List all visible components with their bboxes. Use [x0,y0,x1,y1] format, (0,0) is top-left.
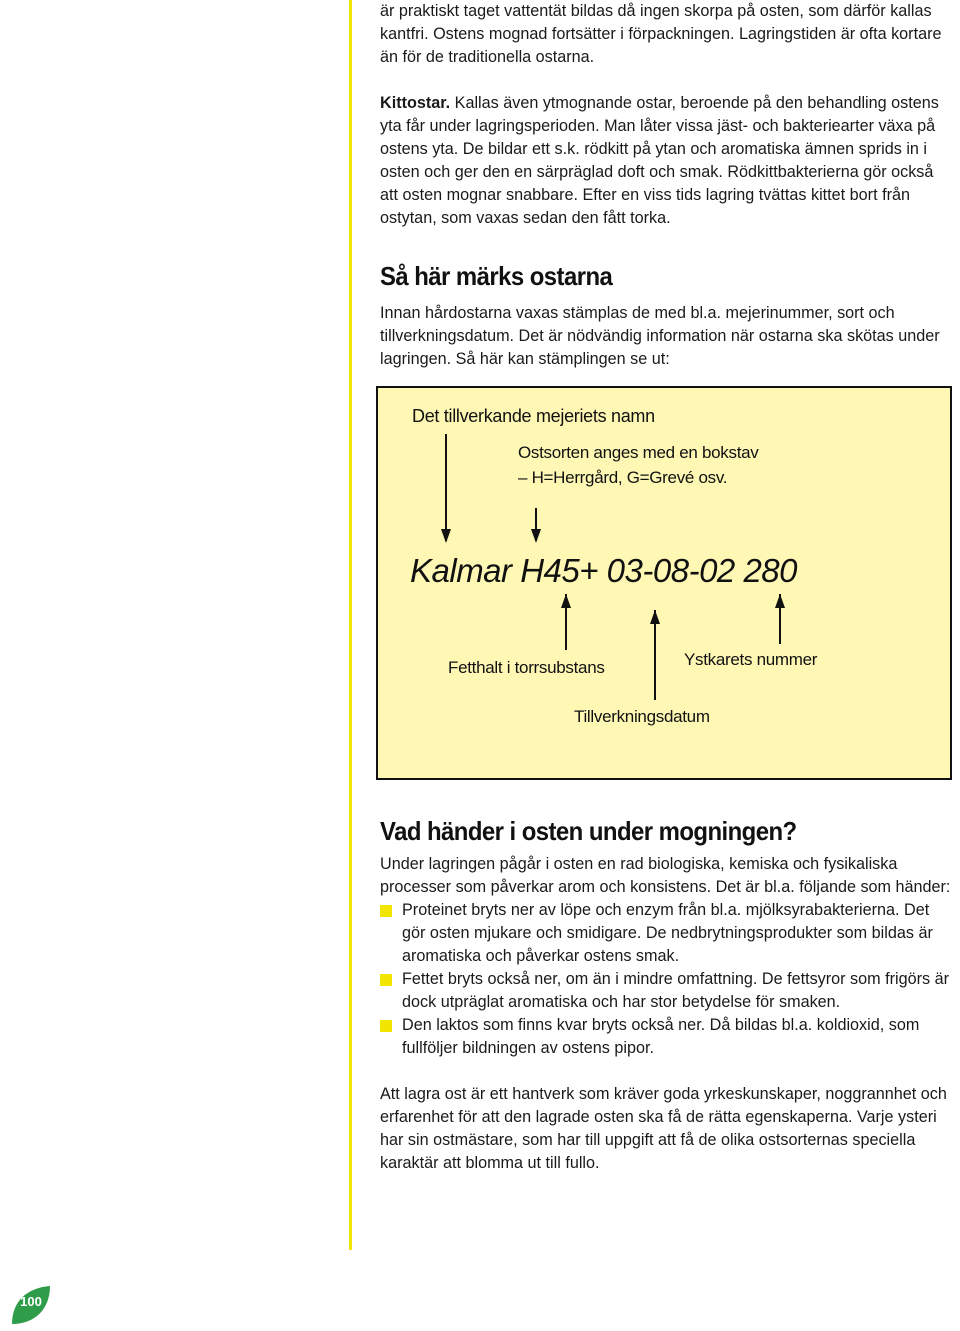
list-item: Fettet bryts också ner, om än i mindre omfattning. De fettsyror som frigörs är dock utpräglat aromatiska och har stor betydelse för smaken. [380,968,952,1014]
label-cheese-sort: Ostsorten anges med en bokstav [518,443,759,462]
marking-section [380,261,952,371]
arrow-vat-head [775,594,785,608]
arrow-sort-head [531,529,541,543]
arrow-fat-head [561,594,571,608]
label-vat-number: Ystkarets nummer [684,650,818,669]
list-item: Den laktos som finns kvar bryts också ner. Då bildas bl.a. koldioxid, som fullföljer bildningen av ostens pipor. [380,1014,952,1060]
bullet-square-icon [380,905,392,917]
yellow-margin-rule [349,0,352,1250]
bullet-square-icon [380,974,392,986]
label-dairy-name: Det tillverkande mejeriets namn [412,406,655,426]
kittostar-text: Kallas även ytmognande ostar, beroende på den behandling ostens yta får under lagringsperioden. Man låter vissa jäst- och bakteriearter växa på ostens yta. De bildar ett s.k. rödkitt på ytan och aromatiska ämnen sprids in i osten och ger den en särpräglad doft och smak. Rödkittbakterierna gör också att osten mognar snabbare. Efter en viss tids lagring tvättas kittet bort från ostytan, som vaxas sedan den fått torka. [380,94,939,227]
arrow-date-head [650,610,660,624]
ripening-list [380,899,952,1060]
intro-paragraph: är praktiskt taget vattentät bildas då ingen skorpa på osten, som därför kallas kantfri. Ostens mognad fortsätter i förpackningen. Lagringstiden är ofta kortare än för de traditionella ostarna. [380,2,942,66]
label-production-date: Tillverkningsdatum [574,707,710,726]
kittostar-label: Kittostar. [380,94,451,112]
stamp-text: Kalmar H45+ 03-08-02 280 [410,552,797,589]
list-item: Proteinet bryts ner av löpe och enzym från bl.a. mjölksyrabakterierna. Det gör osten mjukare och smidigare. De nedbrytningsprodukter som bildas är aromatiska och påverkar ostens smak. [380,899,952,968]
stamp-diagram [376,386,952,780]
page-number: 100 [20,1294,42,1309]
intro-section [380,0,952,230]
ripening-heading: Vad händer i osten under mogningen? [380,816,797,846]
arrow-dairy-head [441,529,451,543]
marking-paragraph: Innan hårdostarna vaxas stämplas de med bl.a. mejerinummer, sort och tillverkningsdatum. Det är nödvändig information när ostarna ska skötas under lagringen. Så här kan stämplingen se ut: [380,304,940,368]
ripening-intro: Under lagringen pågår i osten en rad biologiska, kemiska och fysikaliska processer som påverkar arom och konsistens. Det är bl.a. följande som händer: [380,855,951,896]
marking-heading: Så här märks ostarna [380,261,613,291]
bullet-square-icon [380,1020,392,1032]
page-number-badge [10,1284,52,1326]
ripening-section [380,816,952,1175]
label-cheese-sort-examples: – H=Herrgård, G=Grevé osv. [518,468,728,487]
closing-paragraph: Att lagra ost är ett hantverk som kräver goda yrkeskunskaper, noggrannhet och erfarenhet för att den lagrade osten ska få de rätta egenskaperna. Varje ysteri har sin ostmästare, som har till uppgift att få de olika ostsorternas speciella karaktär att blomma ut till fullo. [380,1085,947,1172]
kittostar-paragraph [380,92,952,230]
label-fat-content: Fetthalt i torrsubstans [448,658,605,677]
